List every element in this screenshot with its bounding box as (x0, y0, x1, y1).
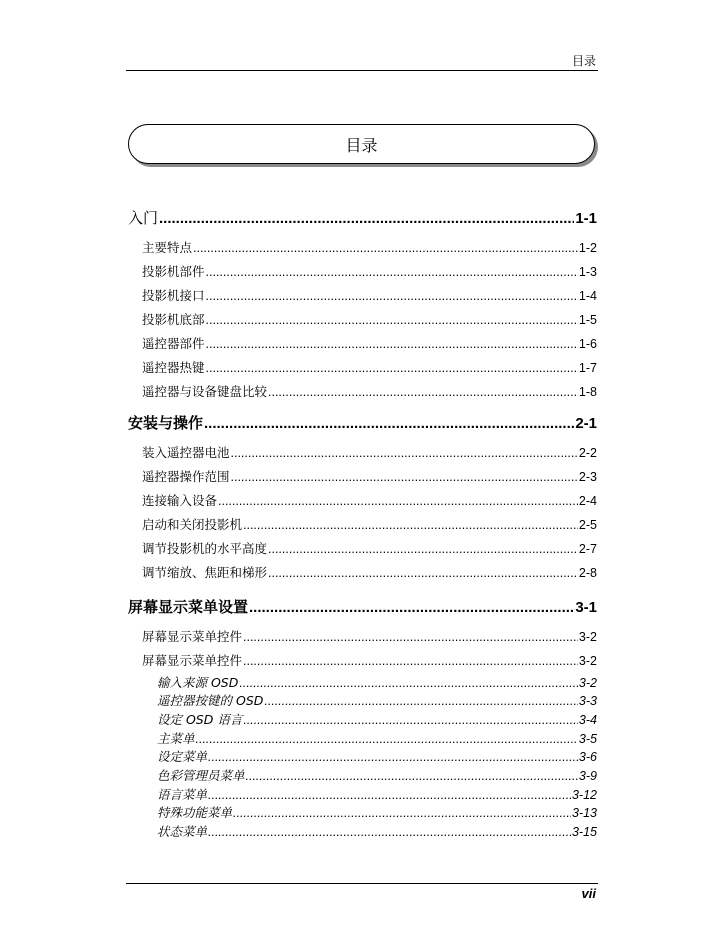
toc-entry-page: 3-15 (571, 825, 597, 839)
page-number: vii (581, 886, 596, 901)
toc-entry-level-3[interactable] (157, 691, 597, 709)
toc-entry-label: 色彩管理员菜单 (157, 768, 245, 783)
footer-divider (126, 883, 598, 884)
toc-entry-label: 遥控器部件 (142, 336, 205, 351)
page-title-text: 目录 (345, 135, 378, 155)
toc-dot-leader (206, 289, 578, 303)
toc-entry-label: 特殊功能菜单 (157, 805, 233, 820)
toc-dot-leader (208, 750, 578, 764)
toc-entry-level-3[interactable] (157, 729, 597, 747)
toc-entry-page: 3-9 (578, 769, 597, 783)
page-title (128, 124, 595, 164)
toc-entry-page: 3-2 (578, 654, 597, 668)
toc-entry-page: 2-8 (578, 566, 597, 580)
toc-entry-level-3[interactable] (157, 766, 597, 784)
toc-dot-leader (208, 788, 571, 802)
toc-entry-page: 2-4 (578, 494, 597, 508)
toc-entry-level-2[interactable] (142, 467, 597, 485)
toc-entry-level-2[interactable] (142, 563, 597, 581)
toc-entry-page: 3-12 (571, 788, 597, 802)
toc-entry-page: 1-8 (578, 385, 597, 399)
toc-entry-page: 3-6 (578, 750, 597, 764)
toc-entry-level-3[interactable] (157, 785, 597, 803)
toc-dot-leader (243, 630, 578, 644)
toc-entry-page: 3-3 (578, 694, 597, 708)
toc-dot-leader (206, 265, 578, 279)
toc-dot-leader (218, 494, 578, 508)
toc-entry-level-2[interactable] (142, 443, 597, 461)
toc-entry-page: 2-2 (578, 446, 597, 460)
toc-entry-level-3[interactable] (157, 673, 597, 691)
toc-entry-label: 连接输入设备 (142, 493, 218, 508)
toc-entry-page: 1-3 (578, 265, 597, 279)
toc-dot-leader (239, 676, 578, 690)
toc-entry-page: 3-1 (575, 599, 597, 616)
toc-dot-leader (204, 415, 574, 432)
toc-entry-level-2[interactable] (142, 238, 597, 256)
toc-entry-level-3[interactable] (157, 747, 597, 765)
toc-entry-label: 安装与操作 (128, 414, 204, 432)
toc-entry-label: 投影机部件 (142, 264, 205, 279)
toc-entry-label: 屏幕显示菜单控件 (142, 653, 243, 668)
toc-entry-level-1[interactable] (128, 412, 597, 433)
toc-entry-page: 2-5 (578, 518, 597, 532)
toc-entry-label: 投影机接口 (142, 288, 205, 303)
toc-entry-page: 3-2 (578, 630, 597, 644)
toc-dot-leader (193, 241, 578, 255)
toc-entry-page: 3-2 (578, 676, 597, 690)
toc-entry-level-2[interactable] (142, 334, 597, 352)
toc-entry-label: 入门 (128, 209, 159, 227)
toc-entry-label: 屏幕显示菜单控件 (142, 629, 243, 644)
toc-dot-leader (159, 210, 574, 227)
toc-entry-level-1[interactable] (128, 596, 597, 617)
toc-entry-level-2[interactable] (142, 262, 597, 280)
toc-entry-level-2[interactable] (142, 651, 597, 669)
toc-entry-label: 输入来源 OSD (157, 675, 239, 690)
toc-entry-page: 2-3 (578, 470, 597, 484)
toc-dot-leader (206, 337, 578, 351)
toc-dot-leader (249, 599, 574, 616)
toc-dot-leader (208, 825, 571, 839)
toc-entry-label: 设定 OSD 语言 (157, 712, 243, 727)
toc-entry-label: 主菜单 (157, 731, 195, 746)
toc-entry-level-2[interactable] (142, 358, 597, 376)
toc-entry-label: 调节缩放、焦距和梯形 (142, 565, 268, 580)
toc-entry-page: 1-1 (575, 210, 597, 227)
toc-entry-label: 遥控器操作范围 (142, 469, 230, 484)
toc-entry-page: 3-5 (578, 732, 597, 746)
toc-dot-leader (196, 732, 578, 746)
toc-entry-page: 1-7 (578, 361, 597, 375)
toc-entry-level-1[interactable] (128, 207, 597, 228)
toc-entry-level-3[interactable] (157, 803, 597, 821)
toc-dot-leader (231, 446, 578, 460)
toc-dot-leader (246, 769, 578, 783)
toc-entry-page: 3-13 (571, 806, 597, 820)
toc-entry-level-2[interactable] (142, 491, 597, 509)
toc-dot-leader (268, 566, 578, 580)
toc-entry-level-3[interactable] (157, 822, 597, 840)
toc-entry-page: 1-6 (578, 337, 597, 351)
toc-entry-label: 遥控器与设备键盘比较 (142, 384, 268, 399)
toc-dot-leader (268, 542, 578, 556)
running-header: 目录 (571, 54, 596, 68)
toc-entry-label: 遥控器热键 (142, 360, 205, 375)
toc-entry-label: 屏幕显示菜单设置 (128, 598, 249, 616)
toc-dot-leader (231, 470, 578, 484)
toc-entry-page: 2-1 (575, 415, 597, 432)
toc-entry-level-3[interactable] (157, 710, 597, 728)
toc-dot-leader (268, 385, 578, 399)
toc-entry-label: 状态菜单 (157, 824, 208, 839)
header-divider (126, 70, 598, 71)
toc-entry-label: 装入遥控器电池 (142, 445, 230, 460)
toc-dot-leader (206, 361, 578, 375)
toc-entry-label: 启动和关闭投影机 (142, 517, 243, 532)
toc-entry-level-2[interactable] (142, 539, 597, 557)
toc-entry-label: 主要特点 (142, 240, 193, 255)
toc-dot-leader (233, 806, 571, 820)
toc-entry-level-2[interactable] (142, 286, 597, 304)
toc-entry-page: 2-7 (578, 542, 597, 556)
toc-dot-leader (243, 654, 578, 668)
toc-entry-page: 1-4 (578, 289, 597, 303)
toc-entry-label: 语言菜单 (157, 787, 208, 802)
toc-entry-page: 1-2 (578, 241, 597, 255)
toc-entry-level-2[interactable] (142, 382, 597, 400)
toc-entry-label: 设定菜单 (157, 749, 208, 764)
toc-dot-leader (206, 313, 578, 327)
toc-entry-level-2[interactable] (142, 310, 597, 328)
toc-entry-label: 调节投影机的水平高度 (142, 541, 268, 556)
toc-dot-leader (264, 694, 578, 708)
toc-dot-leader (243, 518, 578, 532)
toc-entry-level-2[interactable] (142, 627, 597, 645)
toc-entry-level-2[interactable] (142, 515, 597, 533)
toc-entry-label: 遥控器按键的 OSD (157, 693, 264, 708)
toc-entry-label: 投影机底部 (142, 312, 205, 327)
toc-entry-page: 1-5 (578, 313, 597, 327)
toc-dot-leader (243, 713, 578, 727)
toc-entry-page: 3-4 (578, 713, 597, 727)
